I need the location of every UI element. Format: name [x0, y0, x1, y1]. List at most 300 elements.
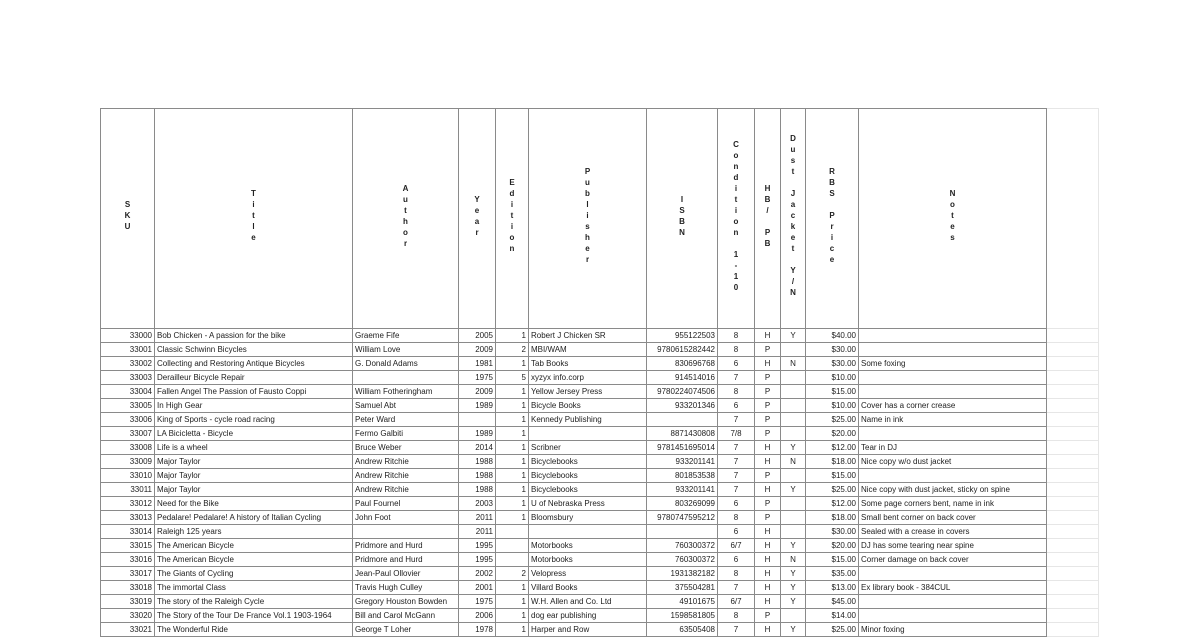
cell-dust-jacket[interactable]: Y	[781, 567, 806, 581]
empty-cell[interactable]	[1047, 581, 1099, 595]
empty-cell[interactable]	[1047, 413, 1099, 427]
cell-sku[interactable]: 33018	[101, 581, 155, 595]
cell-isbn[interactable]	[647, 413, 718, 427]
cell-notes[interactable]	[859, 427, 1047, 441]
cell-title[interactable]: The Wonderful Ride	[155, 623, 353, 637]
cell-author[interactable]: Travis Hugh Culley	[353, 581, 459, 595]
cell-author[interactable]: Pridmore and Hurd	[353, 539, 459, 553]
cell-dust-jacket[interactable]	[781, 385, 806, 399]
cell-price[interactable]: $40.00	[806, 329, 859, 343]
cell-title[interactable]: Need for the Bike	[155, 497, 353, 511]
cell-notes[interactable]: Nice copy w/o dust jacket	[859, 455, 1047, 469]
cell-binding[interactable]: P	[755, 609, 781, 623]
cell-price[interactable]: $25.00	[806, 413, 859, 427]
cell-sku[interactable]: 33006	[101, 413, 155, 427]
header-binding[interactable]	[755, 109, 781, 329]
cell-year[interactable]	[459, 413, 496, 427]
cell-edition[interactable]: 1	[496, 483, 529, 497]
cell-publisher[interactable]: U of Nebraska Press	[529, 497, 647, 511]
cell-isbn[interactable]: 933201141	[647, 455, 718, 469]
cell-year[interactable]: 2006	[459, 609, 496, 623]
cell-isbn[interactable]: 803269099	[647, 497, 718, 511]
cell-title[interactable]: LA Bicicletta - Bicycle	[155, 427, 353, 441]
cell-sku[interactable]: 33017	[101, 567, 155, 581]
cell-year[interactable]: 1988	[459, 483, 496, 497]
cell-dust-jacket[interactable]	[781, 609, 806, 623]
cell-edition[interactable]: 1	[496, 427, 529, 441]
cell-isbn[interactable]: 9780224074506	[647, 385, 718, 399]
cell-dust-jacket[interactable]	[781, 413, 806, 427]
cell-condition[interactable]: 7/8	[718, 427, 755, 441]
cell-title[interactable]: Fallen Angel The Passion of Fausto Coppi	[155, 385, 353, 399]
cell-author[interactable]: Paul Fournel	[353, 497, 459, 511]
cell-binding[interactable]: H	[755, 581, 781, 595]
cell-notes[interactable]	[859, 469, 1047, 483]
cell-dust-jacket[interactable]	[781, 497, 806, 511]
cell-edition[interactable]: 1	[496, 497, 529, 511]
cell-condition[interactable]: 6/7	[718, 539, 755, 553]
cell-author[interactable]: George T Loher	[353, 623, 459, 637]
cell-notes[interactable]: Nice copy with dust jacket, sticky on spine	[859, 483, 1047, 497]
cell-title[interactable]: In High Gear	[155, 399, 353, 413]
cell-author[interactable]: Gregory Houston Bowden	[353, 595, 459, 609]
cell-publisher[interactable]: Kennedy Publishing	[529, 413, 647, 427]
cell-author[interactable]: William Fotheringham	[353, 385, 459, 399]
cell-price[interactable]: $18.00	[806, 455, 859, 469]
cell-sku[interactable]: 33020	[101, 609, 155, 623]
cell-notes[interactable]: Sealed with a crease in covers	[859, 525, 1047, 539]
cell-dust-jacket[interactable]: N	[781, 455, 806, 469]
cell-edition[interactable]: 1	[496, 581, 529, 595]
cell-binding[interactable]: H	[755, 441, 781, 455]
cell-isbn[interactable]	[647, 525, 718, 539]
cell-year[interactable]: 1978	[459, 623, 496, 637]
cell-condition[interactable]: 7	[718, 441, 755, 455]
empty-cell[interactable]	[1047, 441, 1099, 455]
cell-dust-jacket[interactable]: Y	[781, 595, 806, 609]
empty-cell[interactable]	[1047, 595, 1099, 609]
empty-cell[interactable]	[1047, 357, 1099, 371]
cell-isbn[interactable]: 375504281	[647, 581, 718, 595]
cell-isbn[interactable]: 933201141	[647, 483, 718, 497]
cell-title[interactable]: The Story of the Tour De France Vol.1 1903-1964	[155, 609, 353, 623]
empty-cell[interactable]	[1047, 525, 1099, 539]
cell-condition[interactable]: 7	[718, 371, 755, 385]
cell-price[interactable]: $30.00	[806, 343, 859, 357]
cell-binding[interactable]: P	[755, 413, 781, 427]
cell-dust-jacket[interactable]: Y	[781, 329, 806, 343]
cell-sku[interactable]: 33000	[101, 329, 155, 343]
cell-dust-jacket[interactable]	[781, 427, 806, 441]
cell-price[interactable]: $18.00	[806, 511, 859, 525]
cell-condition[interactable]: 7	[718, 483, 755, 497]
cell-author[interactable]	[353, 371, 459, 385]
cell-isbn[interactable]: 955122503	[647, 329, 718, 343]
cell-condition[interactable]: 6	[718, 357, 755, 371]
empty-cell[interactable]	[1047, 385, 1099, 399]
cell-price[interactable]: $25.00	[806, 483, 859, 497]
cell-dust-jacket[interactable]: Y	[781, 581, 806, 595]
cell-condition[interactable]: 6	[718, 553, 755, 567]
cell-condition[interactable]: 7	[718, 623, 755, 637]
cell-binding[interactable]: P	[755, 399, 781, 413]
cell-dust-jacket[interactable]	[781, 371, 806, 385]
cell-year[interactable]: 2002	[459, 567, 496, 581]
cell-price[interactable]: $13.00	[806, 581, 859, 595]
cell-condition[interactable]: 6	[718, 399, 755, 413]
cell-isbn[interactable]: 63505408	[647, 623, 718, 637]
cell-price[interactable]: $15.00	[806, 469, 859, 483]
empty-cell[interactable]	[1047, 329, 1099, 343]
cell-edition[interactable]: 1	[496, 357, 529, 371]
cell-edition[interactable]: 1	[496, 623, 529, 637]
header-price[interactable]	[806, 109, 859, 329]
cell-condition[interactable]: 7	[718, 455, 755, 469]
cell-edition[interactable]: 1	[496, 595, 529, 609]
cell-edition[interactable]: 5	[496, 371, 529, 385]
cell-notes[interactable]: Some foxing	[859, 357, 1047, 371]
cell-title[interactable]: King of Sports - cycle road racing	[155, 413, 353, 427]
cell-isbn[interactable]: 9781451695014	[647, 441, 718, 455]
cell-notes[interactable]	[859, 343, 1047, 357]
cell-binding[interactable]: P	[755, 385, 781, 399]
cell-year[interactable]: 2011	[459, 525, 496, 539]
cell-title[interactable]: Bob Chicken - A passion for the bike	[155, 329, 353, 343]
cell-notes[interactable]: Small bent corner on back cover	[859, 511, 1047, 525]
cell-sku[interactable]: 33013	[101, 511, 155, 525]
cell-title[interactable]: Pedalare! Pedalare! A history of Italian Cycling	[155, 511, 353, 525]
empty-cell[interactable]	[1047, 343, 1099, 357]
empty-cell[interactable]	[1047, 539, 1099, 553]
cell-price[interactable]: $14.00	[806, 609, 859, 623]
cell-publisher[interactable]	[529, 427, 647, 441]
cell-publisher[interactable]: Bloomsbury	[529, 511, 647, 525]
cell-dust-jacket[interactable]: Y	[781, 539, 806, 553]
cell-publisher[interactable]: Villard Books	[529, 581, 647, 595]
cell-edition[interactable]	[496, 525, 529, 539]
header-edition[interactable]	[496, 109, 529, 329]
cell-price[interactable]: $15.00	[806, 385, 859, 399]
cell-notes[interactable]	[859, 371, 1047, 385]
cell-isbn[interactable]: 9780615282442	[647, 343, 718, 357]
cell-sku[interactable]: 33010	[101, 469, 155, 483]
cell-sku[interactable]: 33001	[101, 343, 155, 357]
cell-dust-jacket[interactable]: N	[781, 553, 806, 567]
cell-title[interactable]: The American Bicycle	[155, 553, 353, 567]
cell-binding[interactable]: H	[755, 483, 781, 497]
cell-binding[interactable]: P	[755, 511, 781, 525]
cell-dust-jacket[interactable]: N	[781, 357, 806, 371]
header-year[interactable]	[459, 109, 496, 329]
cell-notes[interactable]: Name in ink	[859, 413, 1047, 427]
cell-edition[interactable]: 1	[496, 511, 529, 525]
header-publisher[interactable]	[529, 109, 647, 329]
cell-price[interactable]: $15.00	[806, 553, 859, 567]
cell-title[interactable]: Life is a wheel	[155, 441, 353, 455]
header-author[interactable]	[353, 109, 459, 329]
cell-year[interactable]: 1989	[459, 427, 496, 441]
cell-condition[interactable]: 8	[718, 609, 755, 623]
cell-year[interactable]: 2014	[459, 441, 496, 455]
cell-publisher[interactable]: Bicycle Books	[529, 399, 647, 413]
cell-author[interactable]: Jean-Paul Ollovier	[353, 567, 459, 581]
cell-condition[interactable]: 7	[718, 581, 755, 595]
cell-isbn[interactable]: 801853538	[647, 469, 718, 483]
cell-price[interactable]: $10.00	[806, 371, 859, 385]
cell-publisher[interactable]: MBI/WAM	[529, 343, 647, 357]
cell-year[interactable]: 2011	[459, 511, 496, 525]
cell-price[interactable]: $12.00	[806, 497, 859, 511]
cell-isbn[interactable]: 49101675	[647, 595, 718, 609]
cell-price[interactable]: $45.00	[806, 595, 859, 609]
cell-publisher[interactable]: xyzyx info.corp	[529, 371, 647, 385]
cell-price[interactable]: $30.00	[806, 525, 859, 539]
cell-publisher[interactable]: Motorbooks	[529, 553, 647, 567]
empty-cell[interactable]	[1047, 511, 1099, 525]
cell-sku[interactable]: 33008	[101, 441, 155, 455]
cell-edition[interactable]	[496, 553, 529, 567]
cell-edition[interactable]: 1	[496, 455, 529, 469]
cell-year[interactable]: 1995	[459, 553, 496, 567]
cell-year[interactable]: 2001	[459, 581, 496, 595]
cell-isbn[interactable]: 933201346	[647, 399, 718, 413]
cell-title[interactable]: Collecting and Restoring Antique Bicycles	[155, 357, 353, 371]
cell-binding[interactable]: H	[755, 525, 781, 539]
cell-isbn[interactable]: 1931382182	[647, 567, 718, 581]
cell-author[interactable]: Pridmore and Hurd	[353, 553, 459, 567]
cell-condition[interactable]: 7	[718, 413, 755, 427]
cell-year[interactable]: 1995	[459, 539, 496, 553]
header-sku[interactable]	[101, 109, 155, 329]
cell-author[interactable]: Bill and Carol McGann	[353, 609, 459, 623]
cell-price[interactable]: $20.00	[806, 539, 859, 553]
cell-year[interactable]: 1975	[459, 595, 496, 609]
cell-binding[interactable]: H	[755, 329, 781, 343]
cell-dust-jacket[interactable]: Y	[781, 483, 806, 497]
cell-year[interactable]: 1989	[459, 399, 496, 413]
empty-cell[interactable]	[1047, 483, 1099, 497]
cell-title[interactable]: Derailleur Bicycle Repair	[155, 371, 353, 385]
cell-notes[interactable]: Some page corners bent, name in ink	[859, 497, 1047, 511]
cell-notes[interactable]	[859, 385, 1047, 399]
empty-cell[interactable]	[1047, 399, 1099, 413]
cell-title[interactable]: The immortal Class	[155, 581, 353, 595]
cell-publisher[interactable]: W.H. Allen and Co. Ltd	[529, 595, 647, 609]
cell-title[interactable]: The American Bicycle	[155, 539, 353, 553]
cell-author[interactable]: Peter Ward	[353, 413, 459, 427]
cell-notes[interactable]: Corner damage on back cover	[859, 553, 1047, 567]
cell-sku[interactable]: 33003	[101, 371, 155, 385]
cell-year[interactable]: 1981	[459, 357, 496, 371]
cell-notes[interactable]	[859, 609, 1047, 623]
cell-binding[interactable]: P	[755, 343, 781, 357]
empty-cell[interactable]	[1047, 469, 1099, 483]
cell-condition[interactable]: 6/7	[718, 595, 755, 609]
cell-year[interactable]: 2009	[459, 343, 496, 357]
header-notes[interactable]	[859, 109, 1047, 329]
cell-price[interactable]: $20.00	[806, 427, 859, 441]
cell-publisher[interactable]: Bicyclebooks	[529, 455, 647, 469]
cell-publisher[interactable]: Scribner	[529, 441, 647, 455]
cell-edition[interactable]: 1	[496, 329, 529, 343]
cell-author[interactable]: G. Donald Adams	[353, 357, 459, 371]
cell-isbn[interactable]: 8871430808	[647, 427, 718, 441]
cell-dust-jacket[interactable]: Y	[781, 441, 806, 455]
cell-isbn[interactable]: 830696768	[647, 357, 718, 371]
cell-year[interactable]: 2005	[459, 329, 496, 343]
cell-publisher[interactable]: Bicyclebooks	[529, 483, 647, 497]
cell-publisher[interactable]: Tab Books	[529, 357, 647, 371]
cell-sku[interactable]: 33011	[101, 483, 155, 497]
cell-binding[interactable]: P	[755, 427, 781, 441]
cell-author[interactable]: Fermo Galbiti	[353, 427, 459, 441]
cell-edition[interactable]: 1	[496, 413, 529, 427]
cell-notes[interactable]	[859, 329, 1047, 343]
cell-sku[interactable]: 33002	[101, 357, 155, 371]
cell-binding[interactable]: P	[755, 371, 781, 385]
cell-author[interactable]: William Love	[353, 343, 459, 357]
cell-condition[interactable]: 8	[718, 385, 755, 399]
cell-edition[interactable]: 1	[496, 399, 529, 413]
cell-edition[interactable]: 1	[496, 441, 529, 455]
cell-sku[interactable]: 33007	[101, 427, 155, 441]
cell-sku[interactable]: 33012	[101, 497, 155, 511]
cell-publisher[interactable]: Yellow Jersey Press	[529, 385, 647, 399]
empty-cell[interactable]	[1047, 609, 1099, 623]
cell-publisher[interactable]: Robert J Chicken SR	[529, 329, 647, 343]
cell-dust-jacket[interactable]	[781, 469, 806, 483]
cell-title[interactable]: Major Taylor	[155, 483, 353, 497]
cell-author[interactable]: Samuel Abt	[353, 399, 459, 413]
cell-condition[interactable]: 8	[718, 343, 755, 357]
cell-binding[interactable]: H	[755, 455, 781, 469]
cell-condition[interactable]: 6	[718, 525, 755, 539]
empty-cell[interactable]	[1047, 427, 1099, 441]
cell-condition[interactable]: 8	[718, 511, 755, 525]
cell-year[interactable]: 1988	[459, 455, 496, 469]
cell-title[interactable]: Major Taylor	[155, 455, 353, 469]
cell-author[interactable]: Andrew Ritchie	[353, 469, 459, 483]
cell-edition[interactable]: 2	[496, 567, 529, 581]
cell-sku[interactable]: 33016	[101, 553, 155, 567]
cell-author[interactable]	[353, 525, 459, 539]
cell-notes[interactable]	[859, 595, 1047, 609]
cell-binding[interactable]: H	[755, 553, 781, 567]
header-label-edition: Edition	[507, 178, 517, 255]
cell-condition[interactable]: 6	[718, 497, 755, 511]
cell-binding[interactable]: H	[755, 357, 781, 371]
cell-publisher[interactable]: dog ear publishing	[529, 609, 647, 623]
cell-sku[interactable]: 33004	[101, 385, 155, 399]
empty-cell[interactable]	[1047, 371, 1099, 385]
cell-notes[interactable]: Ex library book - 384CUL	[859, 581, 1047, 595]
cell-binding[interactable]: H	[755, 595, 781, 609]
cell-notes[interactable]	[859, 567, 1047, 581]
cell-notes[interactable]: DJ has some tearing near spine	[859, 539, 1047, 553]
cell-publisher[interactable]	[529, 525, 647, 539]
cell-price[interactable]: $10.00	[806, 399, 859, 413]
cell-author[interactable]: Graeme Fife	[353, 329, 459, 343]
cell-price[interactable]: $25.00	[806, 623, 859, 637]
cell-title[interactable]: The story of the Raleigh Cycle	[155, 595, 353, 609]
cell-binding[interactable]: P	[755, 469, 781, 483]
cell-binding[interactable]: H	[755, 623, 781, 637]
cell-title[interactable]: Major Taylor	[155, 469, 353, 483]
cell-dust-jacket[interactable]: Y	[781, 623, 806, 637]
cell-title[interactable]: The Giants of Cycling	[155, 567, 353, 581]
cell-edition[interactable]	[496, 539, 529, 553]
cell-title[interactable]: Classic Schwinn Bicycles	[155, 343, 353, 357]
cell-binding[interactable]: H	[755, 539, 781, 553]
cell-edition[interactable]: 1	[496, 469, 529, 483]
cell-publisher[interactable]: Velopress	[529, 567, 647, 581]
cell-isbn[interactable]: 760300372	[647, 539, 718, 553]
cell-edition[interactable]: 1	[496, 385, 529, 399]
cell-dust-jacket[interactable]	[781, 343, 806, 357]
cell-price[interactable]: $12.00	[806, 441, 859, 455]
header-dust-jacket[interactable]	[781, 109, 806, 329]
cell-sku[interactable]: 33021	[101, 623, 155, 637]
cell-author[interactable]: Andrew Ritchie	[353, 483, 459, 497]
cell-isbn[interactable]: 1598581805	[647, 609, 718, 623]
cell-publisher[interactable]: Harper and Row	[529, 623, 647, 637]
cell-publisher[interactable]: Motorbooks	[529, 539, 647, 553]
cell-price[interactable]: $35.00	[806, 567, 859, 581]
cell-edition[interactable]: 1	[496, 609, 529, 623]
table-row	[101, 371, 1099, 385]
header-isbn[interactable]	[647, 109, 718, 329]
cell-author[interactable]: Andrew Ritchie	[353, 455, 459, 469]
cell-isbn[interactable]: 914514016	[647, 371, 718, 385]
cell-author[interactable]: Bruce Weber	[353, 441, 459, 455]
cell-author[interactable]: John Foot	[353, 511, 459, 525]
empty-cell[interactable]	[1047, 553, 1099, 567]
cell-publisher[interactable]: Bicyclebooks	[529, 469, 647, 483]
cell-sku[interactable]: 33015	[101, 539, 155, 553]
cell-binding[interactable]: H	[755, 567, 781, 581]
cell-condition[interactable]: 8	[718, 567, 755, 581]
cell-dust-jacket[interactable]	[781, 399, 806, 413]
cell-condition[interactable]: 8	[718, 329, 755, 343]
cell-year[interactable]: 1975	[459, 371, 496, 385]
header-condition[interactable]	[718, 109, 755, 329]
cell-notes[interactable]: Cover has a corner crease	[859, 399, 1047, 413]
cell-isbn[interactable]: 760300372	[647, 553, 718, 567]
cell-dust-jacket[interactable]	[781, 511, 806, 525]
cell-isbn[interactable]: 9780747595212	[647, 511, 718, 525]
cell-year[interactable]: 1988	[459, 469, 496, 483]
cell-year[interactable]: 2003	[459, 497, 496, 511]
cell-sku[interactable]: 33014	[101, 525, 155, 539]
cell-binding[interactable]: P	[755, 497, 781, 511]
cell-price[interactable]: $30.00	[806, 357, 859, 371]
cell-notes[interactable]: Minor foxing	[859, 623, 1047, 637]
empty-cell[interactable]	[1047, 567, 1099, 581]
cell-condition[interactable]: 7	[718, 469, 755, 483]
empty-cell[interactable]	[1047, 455, 1099, 469]
cell-sku[interactable]: 33019	[101, 595, 155, 609]
cell-sku[interactable]: 33005	[101, 399, 155, 413]
cell-edition[interactable]: 2	[496, 343, 529, 357]
cell-title[interactable]: Raleigh 125 years	[155, 525, 353, 539]
cell-notes[interactable]: Tear in DJ	[859, 441, 1047, 455]
cell-dust-jacket[interactable]	[781, 525, 806, 539]
cell-sku[interactable]: 33009	[101, 455, 155, 469]
cell-year[interactable]: 2009	[459, 385, 496, 399]
header-title[interactable]	[155, 109, 353, 329]
empty-cell[interactable]	[1047, 109, 1099, 329]
empty-cell[interactable]	[1047, 497, 1099, 511]
